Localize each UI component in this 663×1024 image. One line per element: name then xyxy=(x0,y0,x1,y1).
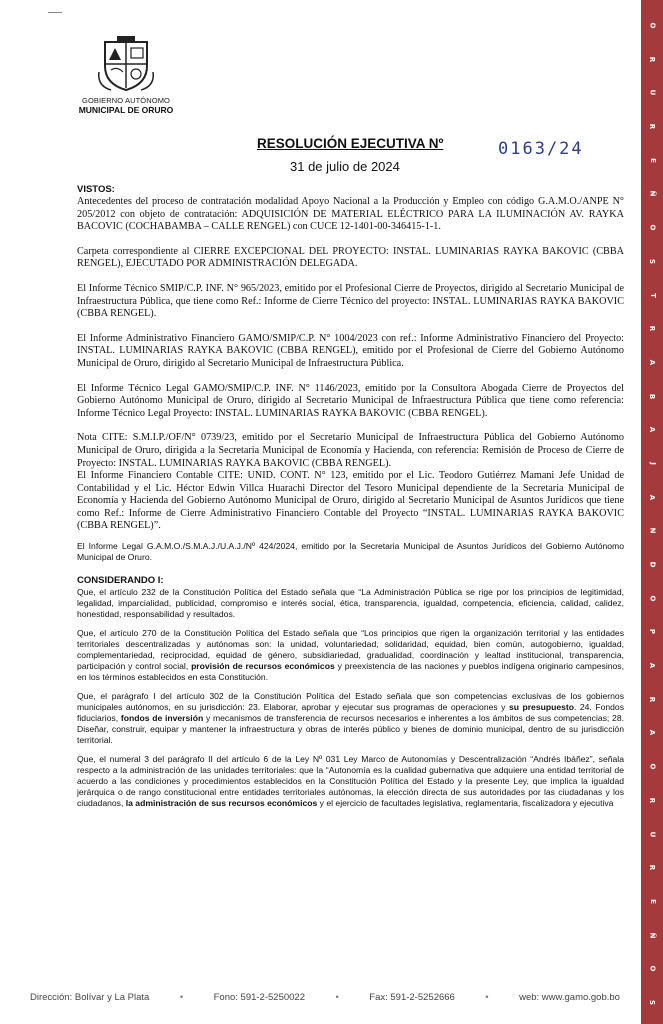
paragraph: Que, el parágrafo I del artículo 302 de la Constitución Política del Estado señala que son competencias exclusivas de los gobiernos municipales autónomos, en su jurisdicción: 23. Elaborar, aprobar y ejecutar sus programas de operaciones y su presupuesto. 24. Fondos fiduciarios, fondos de inversión y mecanismos de transferencia de recursos necesarios e inherentes a los ámbitos de sus competencias; 28. Diseñar, construir, equipar y mantener la infraestructura y obras de interés público y bienes de dominio municipal, dentro de su jurisdicción territorial. xyxy=(77,691,625,746)
side-band-letter: R xyxy=(648,325,657,332)
paragraph: El Informe Técnico Legal GAMO/SMIP/C.P. INF. N° 1146/2023, emitido por la Consultora Abogada Cierre de Proyectos del Gobierno Autónomo Municipal de Oruro, dirigido al Secretario Municipal de Infraestructura Pública que tiene como referencia: Informe Técnico Legal Proyecto: INSTAL. LUMINARIAS RAYKA BAKOVIC (CBBA RENGEL). xyxy=(77,382,624,419)
paragraph: El Informe Administrativo Financiero GAMO/SMIP/C.P. N° 1004/2023 con ref.: Informe Administrativo Financiero del Proyecto: INSTAL. LUMINARIAS RAYKA BAKOVIC (CBBA RENGEL), emitido por el Profesional de Cierre del Gobierno Autónomo Municipal de Oruro, dirigido al Secretario Municipal de Infraestructura Pública. xyxy=(77,332,624,369)
side-band-letter: S xyxy=(648,258,657,264)
side-band-letter: Ñ xyxy=(648,932,657,938)
paragraph: Carpeta correspondiente al CIERRE EXCEPCIONAL DEL PROYECTO: INSTAL. LUMINARIAS RAYKA BAKOVIC (CBBA RENGEL), EJECUTADO POR ADMINISTRACIÓN DELEGADA. xyxy=(77,245,624,270)
side-band-letter: Ñ xyxy=(648,191,657,197)
side-band-letter: A xyxy=(648,427,657,433)
side-band-letter: A xyxy=(648,662,657,669)
emphasis: su presupuesto xyxy=(508,702,575,713)
side-band-letter: R xyxy=(648,56,657,62)
side-band-letter: R xyxy=(648,123,657,130)
logo-line-2: MUNICIPAL DE ORURO xyxy=(78,105,174,115)
emphasis: provisión de recursos económicos xyxy=(191,661,335,672)
footer-separator: • xyxy=(179,992,184,1003)
document-body xyxy=(77,184,624,809)
side-band-text xyxy=(641,0,663,1024)
side-band-letter: R xyxy=(648,696,657,702)
footer-separator: • xyxy=(335,992,339,1003)
emphasis: fondos de inversión xyxy=(120,713,204,724)
side-band-letter: D xyxy=(648,561,657,568)
section-heading-considerando: CONSIDERANDO I: xyxy=(77,575,164,587)
paragraph: El Informe Legal G.A.M.O./S.M.A.J./U.A.J./Nº 424/2024, emitido por la Secretaria Municipal de Asuntos Jurídicos del Gobierno Autónomo Municipal de Oruro. xyxy=(77,541,624,563)
side-band-letter: N xyxy=(648,527,657,534)
side-band-letter: B xyxy=(648,393,657,399)
side-band-letter: O xyxy=(648,22,657,29)
page-footer xyxy=(30,992,620,1003)
footer-address: Dirección: Bolívar y La Plata xyxy=(30,992,150,1003)
resolution-title: RESOLUCIÓN EJECUTIVA Nº xyxy=(257,136,444,151)
paragraph: Que, el numeral 3 del parágrafo II del artículo 6 de la Ley Nº 031 Ley Marco de Autonomías y Descentralización “Andrés Ibáñez”, señala respecto a la administración de las unidades territoriales: que la “Autonomía es la cualidad gubernativa que adquiere una entidad territorial de acuerdo a las condiciones y procedimientos establecidos en la Constitución Política del Estado y la presente Ley, que implica la igualdad jerárquica o de rango constitucional entre entidades territoriales autónomas, la elección directa de sus autoridades por las ciudadanas y los ciudadanos, la administración de sus recursos económicos y el ejercicio de facultades legislativa, reglamentaria, fiscalizadora y ejecutiva xyxy=(77,754,624,809)
side-band-letter: U xyxy=(648,90,657,96)
side-band-letter: R xyxy=(648,864,657,871)
side-band-letter: S xyxy=(648,999,657,1005)
paragraph: Antecedentes del proceso de contratación modalidad Apoyo Nacional a la Producción y Empleo con código G.A.M.O./ANPE N° 205/2012 con objeto de contratación: ADQUISICIÓN DE MATERIAL ELÉCTRICO PARA LA ILUMINACIÓN AV. RAYKA BACOVIC (COCHABAMBA – CALLE RENGEL) con CUCE 12-1401-00-346415-1-1. xyxy=(77,196,624,233)
logo-line-1: GOBIERNO AUTÓNOMO xyxy=(82,96,170,105)
side-band xyxy=(641,0,663,1024)
paragraph: Que, el artículo 232 de la Constitución Política del Estado señala que “La Administración Pública se rige por los principios de legitimidad, legalidad, imparcialidad, publicidad, compromiso e interés social, ética, transparencia, igualdad, competencia, eficiencia, calidad, calidez, honestidad, responsabilidad y resultados. xyxy=(77,587,624,620)
side-band-letter: J xyxy=(648,462,657,465)
side-band-letter: O xyxy=(648,965,657,972)
side-band-letter: O xyxy=(648,763,657,770)
emphasis: la administración de sus recursos económicos xyxy=(125,798,318,809)
footer-separator: • xyxy=(485,992,489,1003)
side-band-letter: O xyxy=(648,595,657,602)
side-band-letter: A xyxy=(648,730,657,736)
scan-mark xyxy=(48,12,62,13)
side-band-letter: O xyxy=(648,224,657,231)
resolution-number: 0163/24 xyxy=(498,139,584,159)
side-band-letter: A xyxy=(648,494,657,500)
coat-of-arms-icon xyxy=(97,36,155,94)
side-band-letter: E xyxy=(648,157,657,163)
footer-phone: Fono: 591-2-5250022 xyxy=(213,992,305,1003)
paragraph: Nota CITE: S.M.I.P./OF/N° 0739/23, emitido por el Secretario Municipal de Infraestructura Pública del Gobierno Autónomo Municipal de Oruro, dirigida a la Secretaria Municipal de Economía y Hacienda, con referencia: Remisión de Proceso de Cierre de Proyecto: INSTAL. LUMINARIAS RAYKA BAKOVIC (CBBA RENGEL). xyxy=(77,432,624,469)
paragraph: El Informe Técnico SMIP/C.P. INF. N° 965/2023, emitido por el Profesional Cierre de Proyectos, dirigido al Secretario Municipal de Infraestructura Pública, que tiene como Ref.: Informe de Cierre Técnico del proyecto: INSTAL. LUMINARIAS RAYKA BAKOVIC (CBBA RENGEL). xyxy=(77,282,624,320)
side-band-letter: U xyxy=(648,831,657,837)
side-band-letter: R xyxy=(648,797,657,804)
footer-web[interactable]: web: www.gamo.gob.bo xyxy=(519,992,620,1003)
paragraph: Que, el artículo 270 de la Constitución Política del Estado señala que “Los principios que rigen la organización territorial y las entidades territoriales descentralizadas y autónomas son: la unidad, voluntariedad, solidaridad, equidad, bien común, autogobierno, igualdad, complementariedad, reciprocidad, equidad de género, subsidiariedad, gradualidad, coordinación y lealtad institucional, transparencia, participación y control social, provisión de recursos económicos y preexistencia de las naciones y pueblos indígena originario campesinos, en los términos establecidos en esta Constitución. xyxy=(77,628,624,683)
resolution-date: 31 de julio de 2024 xyxy=(290,159,400,174)
section-heading-vistos: VISTOS: xyxy=(77,184,115,195)
footer-fax: Fax: 591-2-5252666 xyxy=(369,992,455,1003)
side-band-letter: P xyxy=(648,629,657,635)
side-band-letter: E xyxy=(648,898,657,904)
municipal-logo xyxy=(76,36,176,115)
side-band-letter: T xyxy=(648,292,657,298)
paragraph: El Informe Financiero Contable CITE: UNID. CONT. N° 123, emitido por el Lic. Teodoro Gutiérrez Mamani Jefe Unidad de Contabilidad y el Lic. Héctor Edwin Villca Huarachi Director del Tesoro Municipal dependiente de la Secretaria Municipal de Economía y Hacienda del Gobierno Autónomo Municipal de Oruro, dirigido al Secretario Municipal de Asuntos Jurídicos que tiene como Ref.: Informe de Cierre Administrativo Financiero Contable del Proyecto “INSTAL. LUMINARIAS RAYKA BAKOVIC (CBBA RENGEL)”. xyxy=(77,470,624,532)
side-band-letter: A xyxy=(648,359,657,366)
